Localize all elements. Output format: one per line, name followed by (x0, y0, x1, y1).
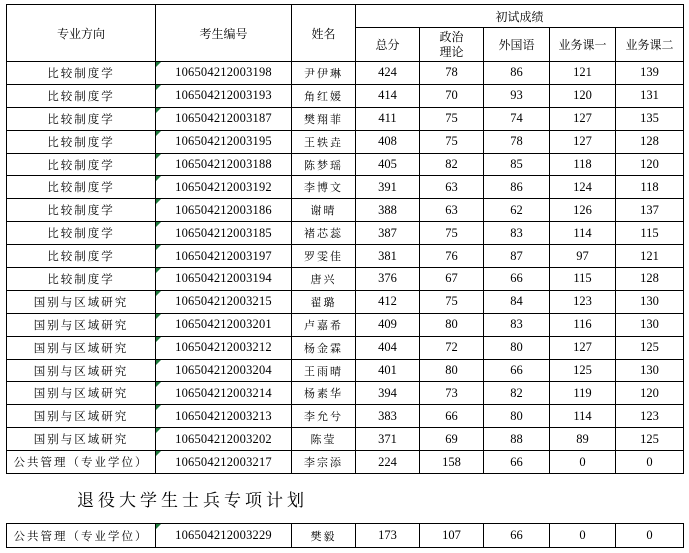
cell-candidate-id-text: 106504212003215 (175, 294, 272, 309)
cell-foreign: 88 (484, 428, 550, 451)
cell-marker-icon (156, 291, 161, 296)
cell-marker-icon (156, 382, 161, 387)
table-row (7, 130, 684, 153)
cell-name: 樊毅 (292, 524, 356, 548)
cell-marker-icon (156, 524, 161, 529)
cell-major: 公共管理（专业学位） (7, 524, 156, 548)
cell-major: 比较制度学 (7, 176, 156, 199)
cell-course-1: 89 (550, 428, 616, 451)
cell-candidate-id-text: 106504212003213 (175, 408, 272, 423)
cell-candidate-id (156, 130, 292, 153)
cell-total: 408 (356, 130, 420, 153)
cell-marker-icon (156, 199, 161, 204)
cell-total: 401 (356, 359, 420, 382)
cell-name: 杨金霖 (292, 336, 356, 359)
cell-candidate-id (156, 290, 292, 313)
cell-name: 李博文 (292, 176, 356, 199)
cell-name: 王轶垚 (292, 130, 356, 153)
cell-course-1: 125 (550, 359, 616, 382)
cell-candidate-id (156, 313, 292, 336)
cell-course-1: 123 (550, 290, 616, 313)
cell-marker-icon (156, 154, 161, 159)
cell-course-1: 114 (550, 222, 616, 245)
header-politics-line2: 理论 (439, 44, 464, 59)
cell-foreign: 87 (484, 245, 550, 268)
cell-course-2: 118 (616, 176, 684, 199)
cell-politics: 158 (420, 451, 484, 474)
cell-course-1: 121 (550, 62, 616, 85)
cell-candidate-id-text: 106504212003217 (175, 454, 272, 469)
cell-foreign: 66 (484, 524, 550, 548)
cell-total: 405 (356, 153, 420, 176)
header-name: 姓名 (292, 5, 356, 62)
cell-total: 409 (356, 313, 420, 336)
cell-marker-icon (156, 360, 161, 365)
cell-candidate-id (156, 84, 292, 107)
cell-name: 翟璐 (292, 290, 356, 313)
cell-marker-icon (156, 337, 161, 342)
cell-foreign: 86 (484, 176, 550, 199)
cell-name: 尹伊琳 (292, 62, 356, 85)
cell-major: 国别与区域研究 (7, 313, 156, 336)
cell-candidate-id (156, 107, 292, 130)
cell-major: 比较制度学 (7, 130, 156, 153)
cell-politics: 75 (420, 222, 484, 245)
cell-total: 371 (356, 428, 420, 451)
cell-name: 杨素华 (292, 382, 356, 405)
cell-foreign: 66 (484, 451, 550, 474)
cell-candidate-id-text: 106504212003187 (175, 111, 272, 126)
cell-total: 173 (356, 524, 420, 548)
cell-marker-icon (156, 108, 161, 113)
cell-course-2: 137 (616, 199, 684, 222)
cell-course-2: 125 (616, 336, 684, 359)
header-course-2: 业务课二 (616, 28, 684, 62)
cell-total: 391 (356, 176, 420, 199)
header-course-1: 业务课一 (550, 28, 616, 62)
table-row (7, 428, 684, 451)
cell-name: 罗雯佳 (292, 245, 356, 268)
header-major: 专业方向 (7, 5, 156, 62)
cell-total: 404 (356, 336, 420, 359)
cell-politics: 63 (420, 199, 484, 222)
score-rows (7, 62, 684, 474)
cell-major: 公共管理（专业学位） (7, 451, 156, 474)
cell-name: 谢晴 (292, 199, 356, 222)
cell-candidate-id (156, 222, 292, 245)
cell-marker-icon (156, 222, 161, 227)
table-row (7, 222, 684, 245)
table-row (7, 268, 684, 291)
table-row (7, 199, 684, 222)
table-row (7, 359, 684, 382)
cell-major: 比较制度学 (7, 153, 156, 176)
cell-course-2: 130 (616, 290, 684, 313)
cell-name: 唐兴 (292, 268, 356, 291)
header-preliminary-scores: 初试成绩 (356, 5, 684, 28)
cell-name: 卢嘉希 (292, 313, 356, 336)
cell-marker-icon (156, 62, 161, 67)
cell-candidate-id (156, 405, 292, 428)
cell-candidate-id-text: 106504212003214 (175, 385, 272, 400)
cell-total: 388 (356, 199, 420, 222)
cell-course-2: 130 (616, 313, 684, 336)
cell-course-2: 120 (616, 153, 684, 176)
cell-politics: 69 (420, 428, 484, 451)
cell-name: 王雨晴 (292, 359, 356, 382)
cell-candidate-id-text: 106504212003195 (175, 134, 272, 149)
cell-major: 国别与区域研究 (7, 382, 156, 405)
cell-course-2: 130 (616, 359, 684, 382)
cell-course-2: 0 (616, 451, 684, 474)
cell-candidate-id (156, 382, 292, 405)
veteran-plan-table (6, 523, 684, 548)
cell-total: 394 (356, 382, 420, 405)
cell-foreign: 80 (484, 336, 550, 359)
cell-politics: 75 (420, 290, 484, 313)
cell-major: 国别与区域研究 (7, 405, 156, 428)
cell-candidate-id (156, 336, 292, 359)
cell-course-1: 118 (550, 153, 616, 176)
cell-course-2: 115 (616, 222, 684, 245)
cell-candidate-id (156, 524, 292, 548)
cell-marker-icon (156, 245, 161, 250)
cell-name: 樊翔菲 (292, 107, 356, 130)
cell-candidate-id-text: 106504212003193 (175, 88, 272, 103)
header-foreign-language: 外国语 (484, 28, 550, 62)
cell-name: 陈莹 (292, 428, 356, 451)
cell-total: 414 (356, 84, 420, 107)
table-row (7, 62, 684, 85)
cell-total: 376 (356, 268, 420, 291)
cell-major: 比较制度学 (7, 222, 156, 245)
cell-major: 国别与区域研究 (7, 359, 156, 382)
cell-politics: 67 (420, 268, 484, 291)
cell-candidate-id (156, 199, 292, 222)
table-row (7, 153, 684, 176)
cell-name: 角红媛 (292, 84, 356, 107)
cell-major: 比较制度学 (7, 62, 156, 85)
cell-major: 国别与区域研究 (7, 428, 156, 451)
cell-candidate-id-text: 106504212003186 (175, 202, 272, 217)
cell-course-1: 116 (550, 313, 616, 336)
cell-candidate-id-text: 106504212003201 (175, 317, 272, 332)
cell-name: 李允兮 (292, 405, 356, 428)
cell-major: 国别与区域研究 (7, 336, 156, 359)
cell-candidate-id-text: 106504212003192 (175, 179, 272, 194)
cell-marker-icon (156, 131, 161, 136)
cell-candidate-id-text: 106504212003202 (175, 431, 272, 446)
cell-politics: 70 (420, 84, 484, 107)
cell-total: 224 (356, 451, 420, 474)
cell-foreign: 83 (484, 313, 550, 336)
cell-course-1: 120 (550, 84, 616, 107)
cell-candidate-id-text: 106504212003229 (175, 528, 272, 542)
cell-course-1: 119 (550, 382, 616, 405)
cell-course-2: 0 (616, 524, 684, 548)
cell-course-1: 0 (550, 524, 616, 548)
cell-course-1: 127 (550, 107, 616, 130)
cell-politics: 80 (420, 359, 484, 382)
cell-course-2: 123 (616, 405, 684, 428)
cell-candidate-id (156, 176, 292, 199)
cell-candidate-id-text: 106504212003194 (175, 271, 272, 286)
header-total: 总分 (356, 28, 420, 62)
cell-foreign: 62 (484, 199, 550, 222)
cell-course-1: 124 (550, 176, 616, 199)
cell-candidate-id (156, 428, 292, 451)
table-row (7, 176, 684, 199)
cell-course-1: 127 (550, 130, 616, 153)
table-row (7, 107, 684, 130)
cell-marker-icon (156, 268, 161, 273)
table-row (7, 84, 684, 107)
cell-foreign: 80 (484, 405, 550, 428)
cell-marker-icon (156, 405, 161, 410)
cell-major: 比较制度学 (7, 107, 156, 130)
cell-foreign: 74 (484, 107, 550, 130)
cell-foreign: 86 (484, 62, 550, 85)
cell-total: 383 (356, 405, 420, 428)
table-row (7, 382, 684, 405)
cell-foreign: 85 (484, 153, 550, 176)
cell-marker-icon (156, 85, 161, 90)
cell-candidate-id (156, 245, 292, 268)
cell-candidate-id (156, 268, 292, 291)
cell-course-1: 97 (550, 245, 616, 268)
cell-politics: 73 (420, 382, 484, 405)
cell-major: 比较制度学 (7, 84, 156, 107)
cell-marker-icon (156, 451, 161, 456)
cell-candidate-id-text: 106504212003197 (175, 248, 272, 263)
cell-total: 387 (356, 222, 420, 245)
table-row (7, 451, 684, 474)
cell-candidate-id (156, 153, 292, 176)
cell-marker-icon (156, 314, 161, 319)
table-row (7, 405, 684, 428)
cell-course-1: 126 (550, 199, 616, 222)
cell-foreign: 82 (484, 382, 550, 405)
cell-candidate-id-text: 106504212003188 (175, 157, 272, 171)
cell-candidate-id (156, 451, 292, 474)
cell-candidate-id-text: 106504212003198 (175, 65, 272, 80)
cell-total: 381 (356, 245, 420, 268)
cell-candidate-id-text: 106504212003204 (175, 363, 272, 378)
table-row (7, 524, 684, 548)
cell-total: 424 (356, 62, 420, 85)
table-row (7, 290, 684, 313)
cell-name: 褚芯蕊 (292, 222, 356, 245)
cell-foreign: 93 (484, 84, 550, 107)
table-row (7, 336, 684, 359)
table-row (7, 313, 684, 336)
table-row (7, 245, 684, 268)
cell-name: 陈梦瑶 (292, 153, 356, 176)
cell-foreign: 66 (484, 359, 550, 382)
cell-course-2: 120 (616, 382, 684, 405)
cell-course-1: 114 (550, 405, 616, 428)
cell-politics: 75 (420, 107, 484, 130)
cell-politics: 82 (420, 153, 484, 176)
cell-major: 比较制度学 (7, 268, 156, 291)
section-title: 退役大学生士兵专项计划 (77, 491, 308, 511)
cell-foreign: 78 (484, 130, 550, 153)
cell-foreign: 83 (484, 222, 550, 245)
cell-foreign: 84 (484, 290, 550, 313)
header-politics-line1: 政治 (439, 29, 464, 44)
cell-course-1: 127 (550, 336, 616, 359)
cell-politics: 78 (420, 62, 484, 85)
cell-politics: 66 (420, 405, 484, 428)
admission-score-table (6, 4, 684, 474)
cell-marker-icon (156, 428, 161, 433)
cell-course-2: 131 (616, 84, 684, 107)
cell-marker-icon (156, 176, 161, 181)
cell-course-2: 125 (616, 428, 684, 451)
cell-name: 李宗添 (292, 451, 356, 474)
cell-total: 412 (356, 290, 420, 313)
cell-course-2: 128 (616, 268, 684, 291)
cell-course-2: 121 (616, 245, 684, 268)
cell-foreign: 66 (484, 268, 550, 291)
cell-politics: 80 (420, 313, 484, 336)
cell-major: 比较制度学 (7, 245, 156, 268)
cell-total: 411 (356, 107, 420, 130)
cell-politics: 75 (420, 130, 484, 153)
cell-course-1: 0 (550, 451, 616, 474)
cell-candidate-id (156, 359, 292, 382)
cell-candidate-id-text: 106504212003212 (175, 340, 272, 355)
cell-major: 国别与区域研究 (7, 290, 156, 313)
cell-politics: 76 (420, 245, 484, 268)
header-politics (420, 28, 484, 62)
cell-candidate-id (156, 62, 292, 85)
cell-candidate-id-text: 106504212003185 (175, 225, 272, 240)
cell-politics: 63 (420, 176, 484, 199)
cell-course-2: 128 (616, 130, 684, 153)
cell-course-1: 115 (550, 268, 616, 291)
cell-politics: 107 (420, 524, 484, 548)
header-candidate-id: 考生编号 (156, 5, 292, 62)
cell-course-2: 139 (616, 62, 684, 85)
cell-politics: 72 (420, 336, 484, 359)
cell-major: 比较制度学 (7, 199, 156, 222)
cell-course-2: 135 (616, 107, 684, 130)
